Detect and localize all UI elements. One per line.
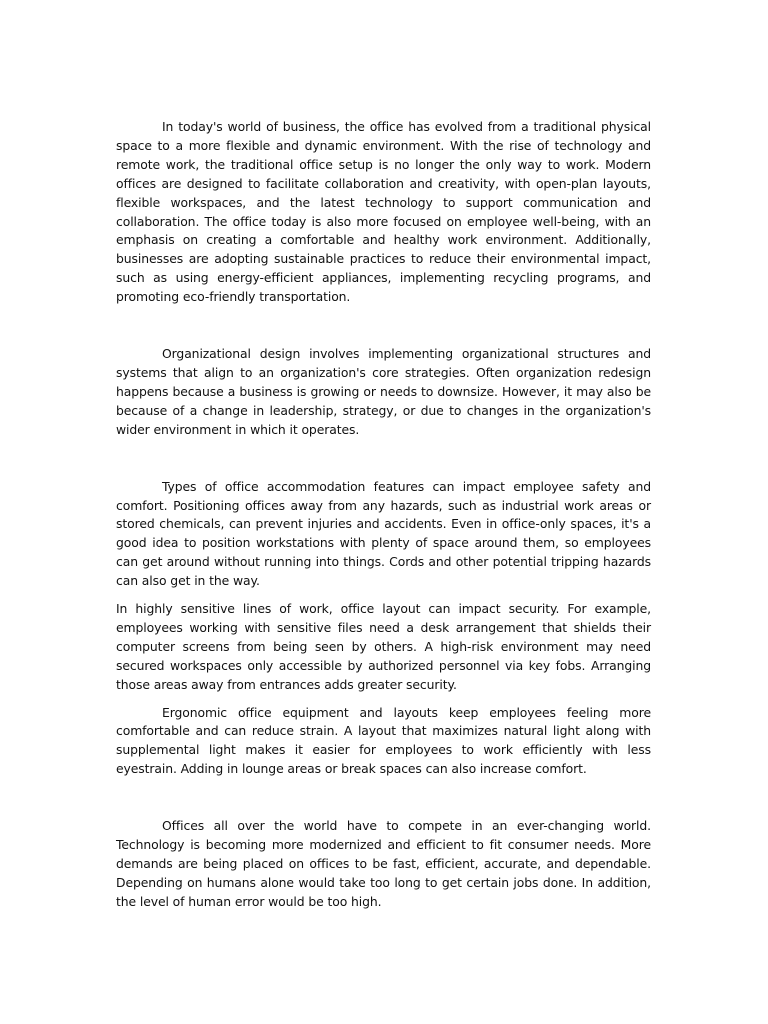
paragraph-organizational-design: Organizational design involves implementing organizational structures and systems that align to an organization's core strategies. Often organization redesign happens because a business is growing or needs to downsize. However, it may also be because of a change in leadership, strategy, or due to changes in the organization's wider environment in which it operates.: [116, 346, 651, 437]
paragraph-office-safety: Types of office accommodation features can impact employee safety and comfort. Positioning offices away from any hazards, such as industrial work areas or stored chemicals, can prevent injuries and accidents. Even in office-only spaces, it's a good idea to position workstations with plenty of space around them, so employees can get around without running into things. Cords and other potential tripping hazards can also get in the way.: [116, 478, 651, 589]
paragraph-office-evolution: In today's world of business, the office has evolved from a traditional physical space to a more flexible and dynamic environment. With the rise of technology and remote work, the traditional office setup is no longer the only way to work. Modern offices are designed to facilitate collaboration and creativity, with open-plan layouts, flexible workspaces, and the latest technology to support communication and collaboration. The office today is also more focused on employee well-being, with an emphasis on creating a comfortable and healthy work environment. Additionally, businesses are adopting sustainable practices to reduce their environmental impact, such as using energy-efficient appliances, implementing recycling programs, and promoting eco-friendly transportation.: [116, 119, 651, 305]
document-body: [116, 118, 651, 912]
paragraph-competition: Offices all over the world have to compete in an ever-changing world. Technology is becoming more modernized and efficient to fit consumer needs. More demands are being placed on offices to be fast, efficient, accurate, and dependable. Depending on humans alone would take too long to get certain jobs done. In addition, the level of human error would be too high.: [116, 818, 651, 909]
paragraph-office-security: In highly sensitive lines of work, office layout can impact security. For example, employees working with sensitive files need a desk arrangement that shields their computer screens from being seen by others. A high-risk environment may need secured workspaces only accessible by authorized personnel via key fobs. Arranging those areas away from entrances adds greater security.: [116, 601, 651, 692]
paragraph-ergonomics: Ergonomic office equipment and layouts keep employees feeling more comfortable and can reduce strain. A layout that maximizes natural light along with supplemental light makes it easier for employees to work efficiently with less eyestrain. Adding in lounge areas or break spaces can also increase comfort.: [116, 704, 651, 777]
